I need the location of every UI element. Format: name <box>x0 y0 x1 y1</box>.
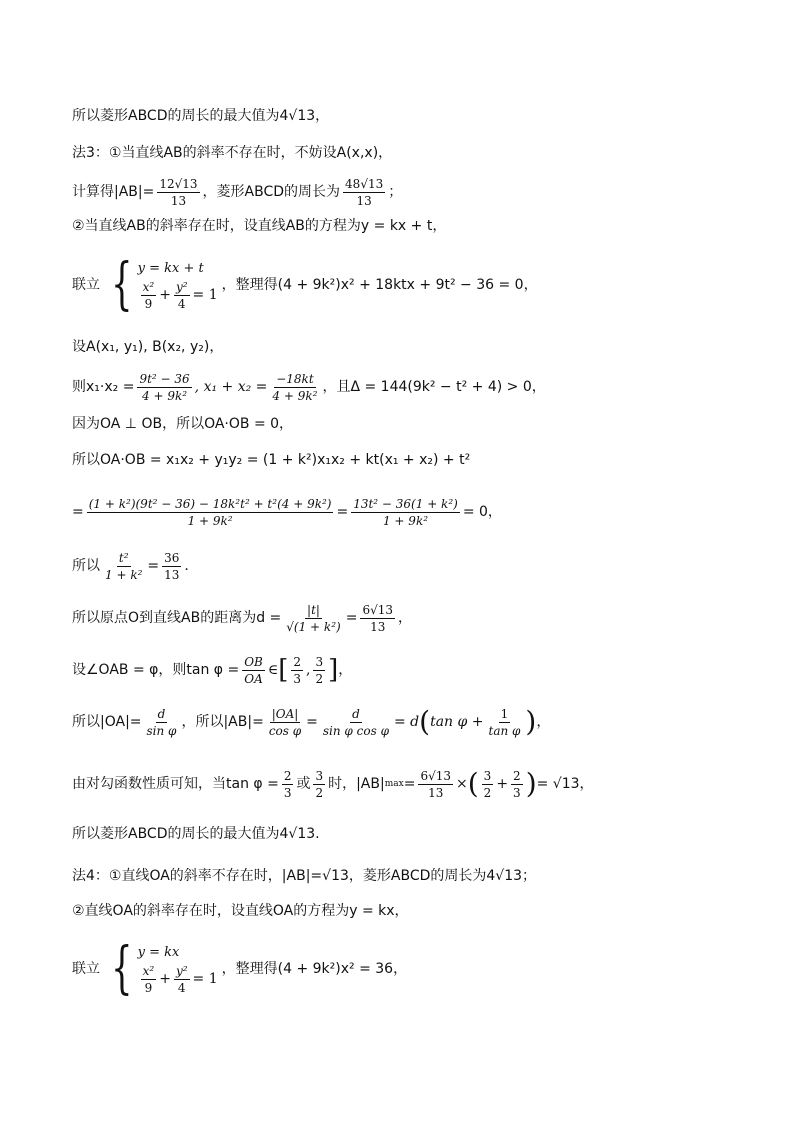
numerator: −18kt <box>276 371 314 386</box>
denominator: 13 <box>356 193 372 208</box>
equation-system-line <box>72 250 538 320</box>
line-text: 因为OA ⊥ OB，所以OA·OB = 0， <box>72 416 294 432</box>
equation-system <box>104 251 218 317</box>
fraction <box>157 176 199 209</box>
numerator: 9t² − 36 <box>139 371 190 386</box>
numerator: t² <box>118 550 129 565</box>
line-text: 计算得|AB|= <box>72 184 155 200</box>
numerator: 2 <box>293 654 302 669</box>
denominator: cos φ <box>268 723 302 738</box>
line-text: 所以|OA|= <box>72 714 142 730</box>
text-line <box>72 143 392 163</box>
right-paren: ) <box>525 705 537 738</box>
denominator: 9 <box>144 296 153 311</box>
text-line <box>72 901 409 921</box>
numerator: OB <box>244 654 263 669</box>
numerator: |OA| <box>271 706 299 721</box>
text-line <box>72 762 594 806</box>
denominator: 9 <box>144 980 153 995</box>
left-brace: { <box>111 251 133 317</box>
numerator: 48√13 <box>345 176 384 191</box>
equation-system-line <box>72 934 407 1004</box>
line-text: ，且Δ = 144(9k² − t² + 4) > 0， <box>322 379 546 395</box>
system-row: $\frac{\text{x²}}{9}$ + $\frac{\text{y²}}{4}$ = 1 <box>142 279 218 311</box>
text-line <box>72 598 412 638</box>
right-bracket: ] <box>328 655 339 685</box>
line-text: 则x₁·x₂ = <box>72 379 135 395</box>
left-brace: { <box>111 935 133 1001</box>
text-line <box>72 370 546 404</box>
denominator: 3 <box>513 785 521 800</box>
line-text: 设A(x₁, y₁), B(x₂, y₂)， <box>72 339 224 355</box>
line-text: 由对勾函数性质可知，当tan φ = <box>72 776 279 792</box>
line-text: = <box>345 610 358 626</box>
numerator: d <box>352 706 360 721</box>
equation-tail: = 1 <box>192 971 218 987</box>
numerator: 2 <box>513 768 521 783</box>
fraction <box>343 176 385 209</box>
denominator: tan φ <box>488 723 521 738</box>
numerator: 13t² − 36(1 + k²) <box>353 496 458 511</box>
right-paren: ) <box>525 767 537 800</box>
line-text: = <box>403 776 416 792</box>
denominator: 13 <box>164 567 180 582</box>
line-text: 所以菱形ABCD的周长的最大值为4√13. <box>72 826 320 842</box>
line-text: ， <box>536 714 551 730</box>
denominator: 13 <box>370 619 386 634</box>
numerator: 3 <box>483 768 492 783</box>
system-row: $\frac{\text{x²}}{9}$ + $\frac{\text{y²}}{4}$ = 1 <box>142 963 218 995</box>
line-text: ，菱形ABCD的周长为 <box>202 184 341 200</box>
line-text: 所以菱形ABCD的周长的最大值为4√13， <box>72 108 330 124</box>
denominator: 1 + 9k² <box>187 513 233 528</box>
text-line <box>72 337 223 357</box>
numerator: |t| <box>307 602 320 617</box>
text-line <box>72 216 446 236</box>
text-line <box>72 175 402 209</box>
left-paren: ( <box>467 767 479 800</box>
denominator: 3 <box>293 671 302 686</box>
numerator: 2 <box>283 768 292 783</box>
text-line <box>72 492 502 532</box>
numerator: 6√13 <box>362 602 393 617</box>
equation-system <box>104 935 218 1001</box>
numerator: y² <box>175 279 188 294</box>
denominator: 2 <box>315 671 324 686</box>
line-text: = d <box>393 714 420 730</box>
denominator: 13 <box>170 193 187 208</box>
line-text: 法4：①直线OA的斜率不存在时，|AB|=√13，菱形ABCD的周长为4√13； <box>72 868 537 884</box>
text-line <box>72 450 470 470</box>
line-text: = <box>147 558 160 574</box>
line-text: ②直线OA的斜率存在时，设直线OA的方程为y = kx， <box>72 903 409 919</box>
line-text: = <box>72 504 84 520</box>
text-line <box>72 414 293 434</box>
line-text: ，整理得(4 + 9k²)x² = 36， <box>221 961 408 977</box>
numerator: 3 <box>315 654 324 669</box>
denominator: 3 <box>283 785 292 800</box>
numerator: x² <box>142 963 155 978</box>
numerator: d <box>157 706 166 721</box>
line-text: , x₁ + x₂ = <box>194 379 268 395</box>
line-text: 设∠OAB = φ，则tan φ = <box>72 662 240 678</box>
denominator: 4 <box>177 296 186 311</box>
text-line: 设∠OAB = φ，则tan φ = $\frac{OB}{OA}$ ∈ [ $\frac{2}{3}$ , $\frac{3}{2}$ ] ， <box>72 654 353 686</box>
numerator: 1 <box>500 706 509 721</box>
denominator: 1 + k² <box>105 567 143 582</box>
numerator: (1 + k²)(9t² − 36) − 18k²t² + t²(4 + 9k²) <box>88 496 332 511</box>
line-text: 法3：①当直线AB的斜率不存在时，不妨设A(x,x)， <box>72 145 393 161</box>
numerator: x² <box>142 279 155 294</box>
text-line <box>72 702 550 742</box>
numerator: 3 <box>315 768 324 783</box>
denominator: sin φ <box>146 723 177 738</box>
left-paren: ( <box>419 705 431 738</box>
line-text: = <box>336 504 349 520</box>
line-text: 联立 <box>72 277 100 293</box>
line-text: ； <box>388 184 403 200</box>
line-text: . <box>184 558 189 574</box>
line-text: ，整理得(4 + 9k²)x² + 18ktx + 9t² − 36 = 0， <box>221 277 538 293</box>
denominator: √(1 + k²) <box>286 619 341 634</box>
numerator: 36 <box>164 550 180 565</box>
text-line <box>72 546 189 586</box>
denominator: 4 + 9k² <box>142 388 188 403</box>
denominator: 2 <box>483 785 492 800</box>
line-text: ， <box>398 610 412 626</box>
line-text: = 0， <box>462 504 502 520</box>
text-line <box>72 106 329 126</box>
line-text: ， <box>338 662 353 678</box>
numerator: 6√13 <box>420 768 451 783</box>
line-text: 所以OA·OB = x₁x₂ + y₁y₂ = (1 + k²)x₁x₂ + kt(x₁ + x₂) + t² <box>72 452 471 468</box>
line-text: 联立 <box>72 961 100 977</box>
numerator: y² <box>175 963 188 978</box>
line-text: ，所以|AB|= <box>181 714 264 730</box>
denominator: OA <box>244 671 263 686</box>
line-text: tan φ + <box>430 714 484 730</box>
system-row: y = kx + t <box>137 260 204 276</box>
line-text: = <box>306 714 318 730</box>
equation-tail: = 1 <box>192 287 218 303</box>
line-text: × <box>456 776 468 792</box>
line-text: 所以原点O到直线AB的距离为d = <box>72 610 282 626</box>
system-row: y = kx <box>137 944 180 960</box>
line-text: ②当直线AB的斜率存在时，设直线AB的方程为y = kx + t， <box>72 218 447 234</box>
text-line <box>72 824 320 844</box>
line-text: = √13， <box>536 776 594 792</box>
numerator: 12√13 <box>159 176 198 191</box>
denominator: 4 <box>177 980 186 995</box>
denominator: 2 <box>315 785 324 800</box>
line-text: ∈ <box>267 662 279 678</box>
denominator: 13 <box>428 785 444 800</box>
line-text: 或 <box>296 776 311 792</box>
line-text: + <box>496 776 509 792</box>
subscript: max <box>384 779 404 789</box>
denominator: 1 + 9k² <box>382 513 429 528</box>
text-line <box>72 866 536 886</box>
denominator: 4 + 9k² <box>272 388 318 403</box>
line-text: 时，|AB| <box>328 776 385 792</box>
left-bracket: [ <box>278 655 289 685</box>
denominator: sin φ cos φ <box>322 723 389 738</box>
line-text: 所以 <box>72 558 100 574</box>
